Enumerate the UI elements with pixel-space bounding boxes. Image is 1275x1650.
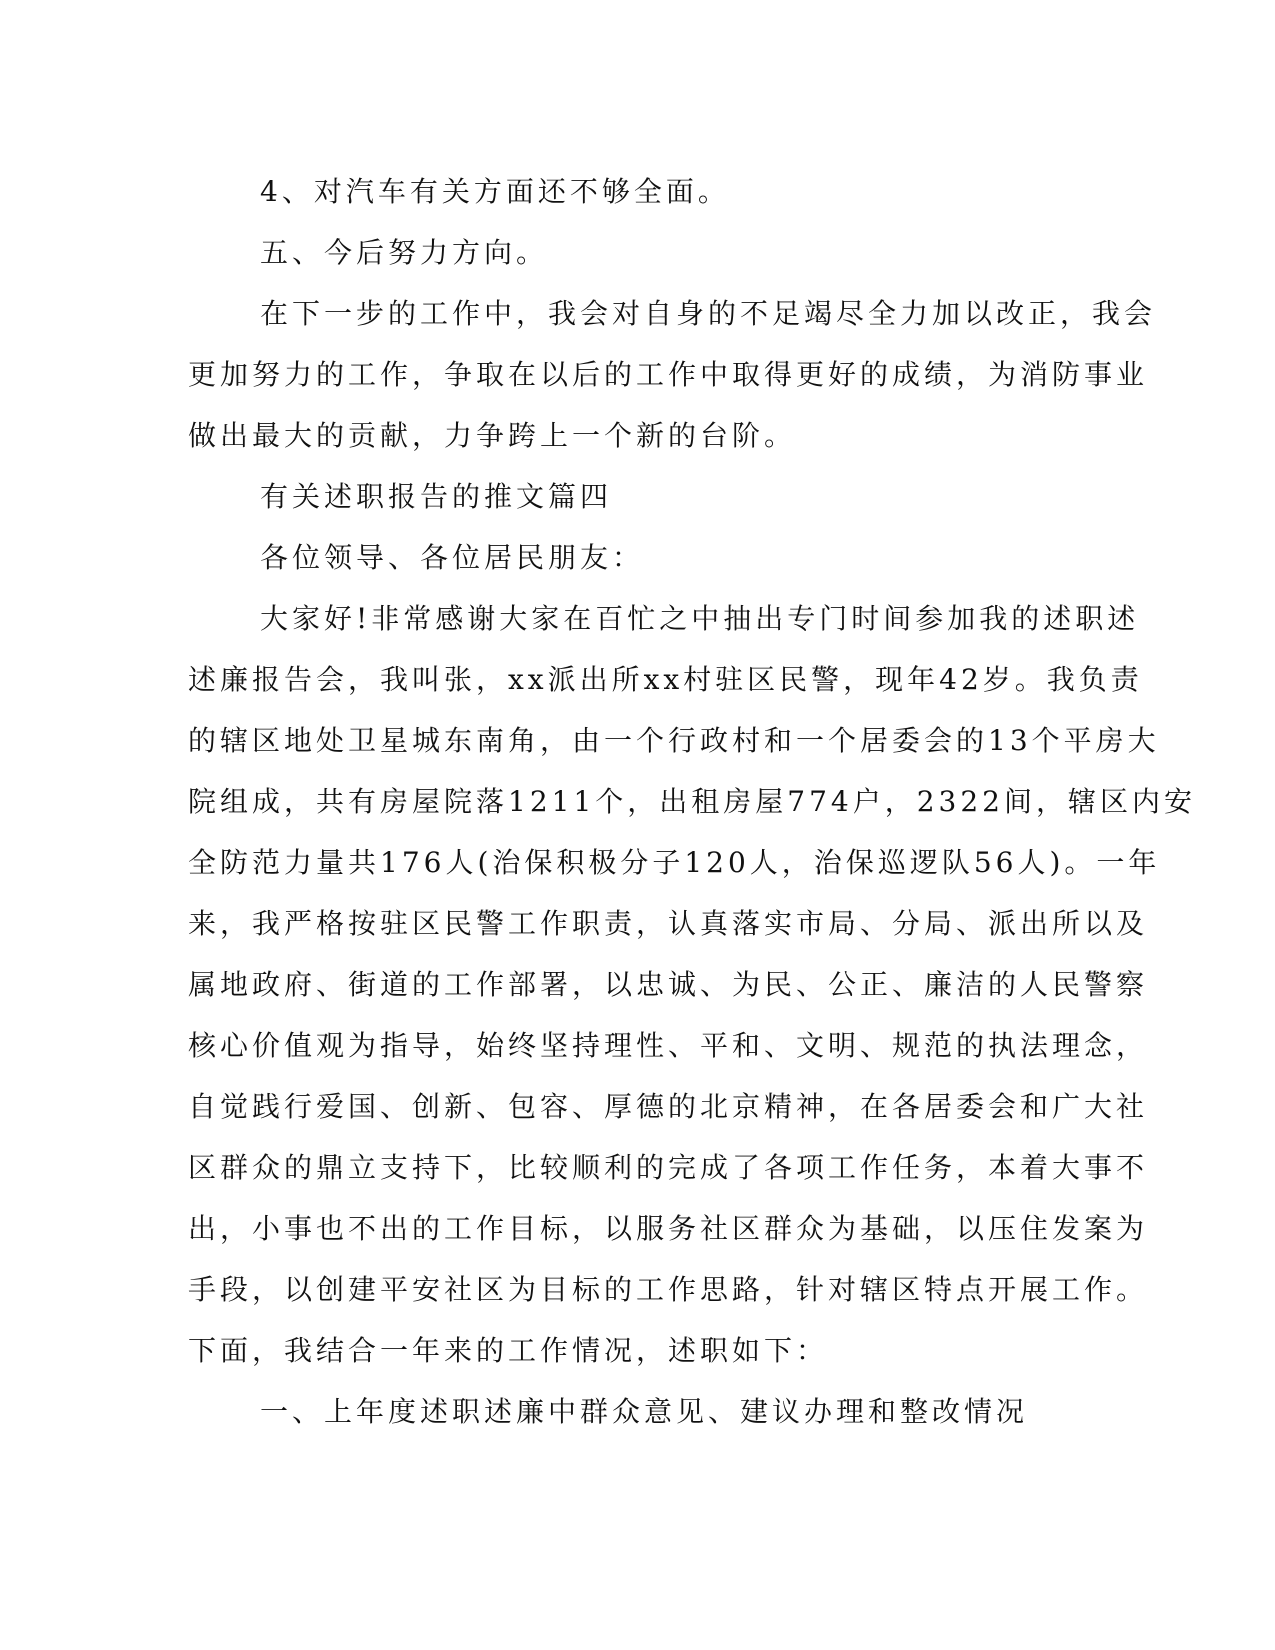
text-line: 更加努力的工作，争取在以后的工作中取得更好的成绩，为消防事业 <box>188 358 1149 391</box>
text-line: 述廉报告会，我叫张，xx派出所xx村驻区民警，现年42岁。我负责 <box>188 663 1143 696</box>
article-title: 有关述职报告的推文篇四 <box>260 480 613 513</box>
text-line: 自觉践行爱国、创新、包容、厚德的北京精神，在各居委会和广大社 <box>188 1090 1149 1123</box>
text-line: 手段，以创建平安社区为目标的工作思路，针对辖区特点开展工作。 <box>188 1273 1149 1306</box>
text-line: 全防范力量共176人(治保积极分子120人，治保巡逻队56人)。一年 <box>188 846 1161 879</box>
section-heading: 五、今后努力方向。 <box>260 236 549 269</box>
document-body <box>188 161 1196 1442</box>
text-line: 做出最大的贡献，力争跨上一个新的台阶。 <box>188 419 797 452</box>
text-line: 区群众的鼎立支持下，比较顺利的完成了各项工作任务，本着大事不 <box>188 1151 1149 1184</box>
text-line: 院组成，共有房屋院落1211个，出租房屋774户，2322间，辖区内安 <box>188 785 1196 818</box>
text-line: 下面，我结合一年来的工作情况，述职如下： <box>188 1334 829 1367</box>
text-line: 大家好!非常感谢大家在百忙之中抽出专门时间参加我的述职述 <box>260 602 1140 635</box>
section-heading: 一、上年度述职述廉中群众意见、建议办理和整改情况 <box>260 1395 1029 1428</box>
text-line: 在下一步的工作中，我会对自身的不足竭尽全力加以改正，我会 <box>260 297 1157 330</box>
text-line: 核心价值观为指导，始终坚持理性、平和、文明、规范的执法理念， <box>188 1029 1149 1062</box>
text-line: 属地政府、街道的工作部署，以忠诚、为民、公正、廉洁的人民警察 <box>188 968 1149 1001</box>
text-line: 4、对汽车有关方面还不够全面。 <box>260 175 730 208</box>
text-line: 来，我严格按驻区民警工作职责，认真落实市局、分局、派出所以及 <box>188 907 1149 940</box>
salutation: 各位领导、各位居民朋友： <box>260 541 645 574</box>
text-line: 的辖区地处卫星城东南角，由一个行政村和一个居委会的13个平房大 <box>188 724 1160 757</box>
text-line: 出，小事也不出的工作目标，以服务社区群众为基础，以压住发案为 <box>188 1212 1149 1245</box>
